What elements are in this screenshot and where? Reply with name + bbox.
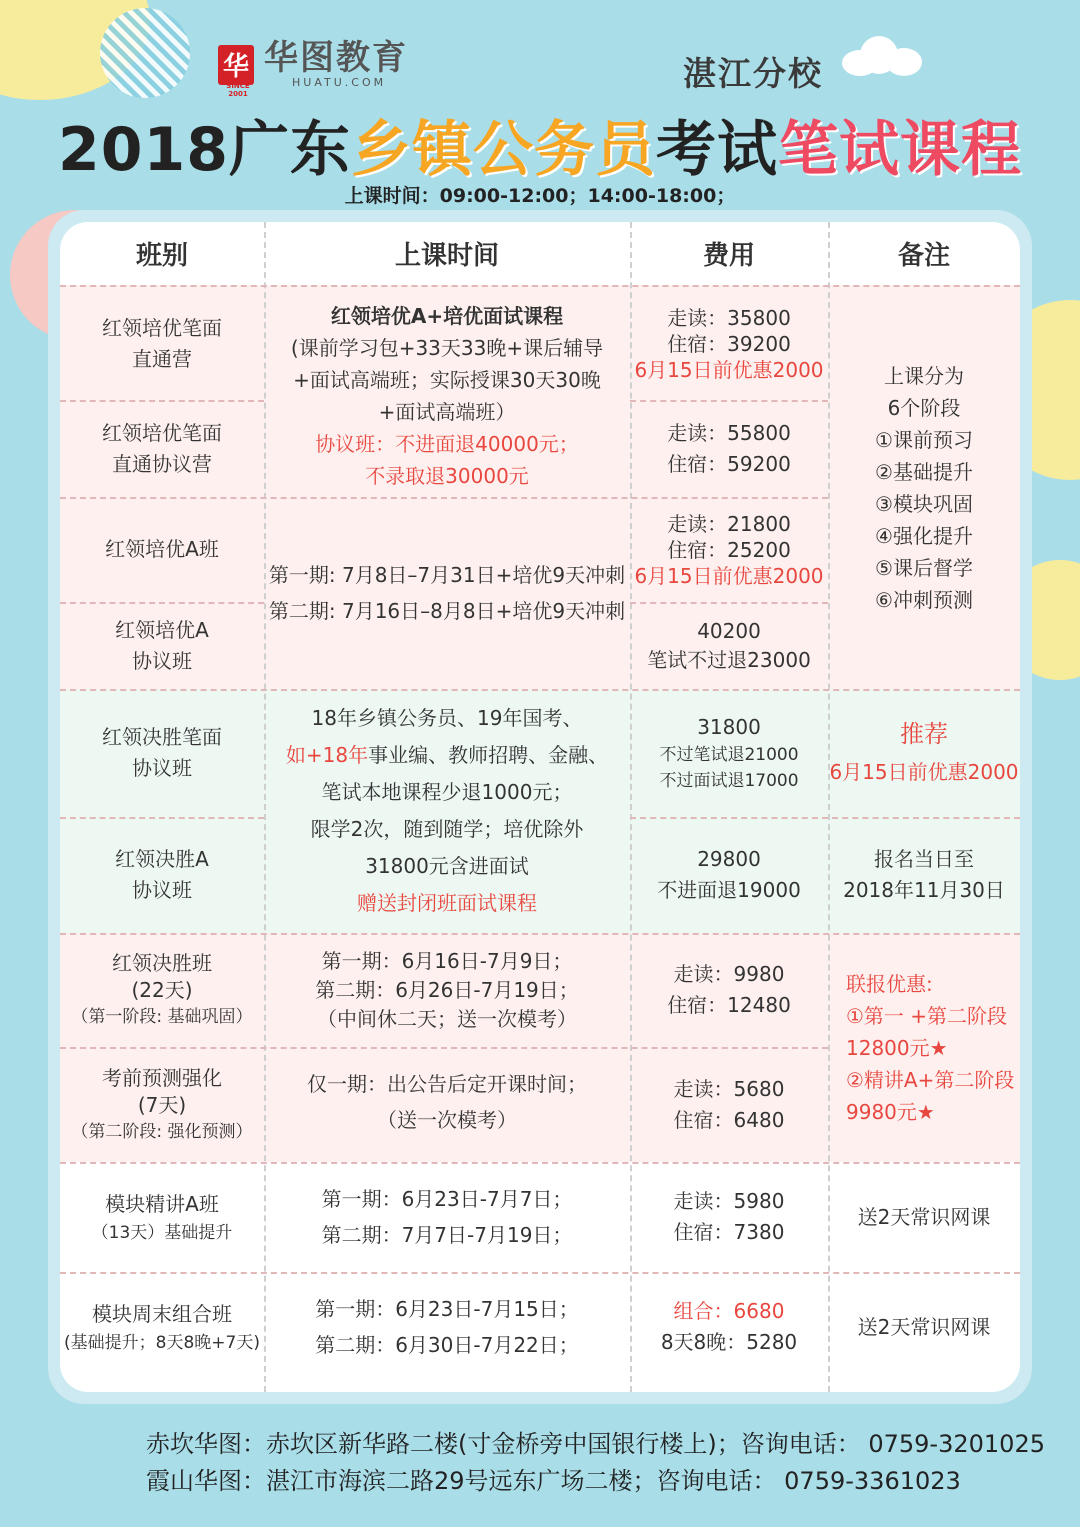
time-cell-group-3: 18年乡镇公务员、19年国考、 如+18年事业编、教师招聘、金融、 笔试本地课程少退1000元； 限学2次，随到随学；培优除外 31800元含进面试 赠送封闭班面试课程 xyxy=(285,706,609,915)
class-cell-7: 红领决胜班 (22天) （第一阶段: 基础巩固） xyxy=(71,951,253,1027)
fee-cell-4: 40200 笔试不过退23000 xyxy=(647,618,811,672)
logo-domain: HUATU.COM xyxy=(292,76,387,89)
notes-cell-6: 报名当日至 2018年11月30日 xyxy=(843,847,1005,902)
time-cell-group-2: 第一期: 7月8日–7月31日+培优9天冲刺 第二期: 7月16日–8月8日+培优9天冲刺 xyxy=(268,563,626,623)
notes-cell-group-1: 上课分为 6个阶段 ①课前预习 ②基础提升 ③模块巩固 ④强化提升 ⑤课后督学 ⑥冲刺预测 xyxy=(875,364,973,612)
fee-cell-9: 走读：5980 住宿：7380 xyxy=(673,1189,785,1244)
class-cell-5: 红领决胜笔面 协议班 xyxy=(102,725,222,780)
notes-cell-10: 送2天常识网课 xyxy=(857,1314,991,1339)
logo-mark: 华 SINCE 2001 xyxy=(218,45,254,85)
class-cell-4: 红领培优A 协议班 xyxy=(115,617,209,673)
cloud-icon xyxy=(842,36,922,76)
logo-name: 华图教育 xyxy=(264,38,408,78)
fee-cell-5: 31800 不过笔试退21000 不过面试退17000 xyxy=(659,714,799,791)
class-cell-3: 红领培优A班 xyxy=(105,537,219,561)
page-title: 2018广东乡镇公务员考试笔试课程 xyxy=(58,115,1022,185)
time-cell-8: 仅一期：出公告后定开课时间； （送一次模考） xyxy=(307,1072,587,1132)
fee-cell-10: 组合：6680 8天8晚：5280 xyxy=(660,1299,798,1354)
decorative-striped-circle xyxy=(100,8,190,98)
time-cell-9: 第一期：6月23日-7月7日； 第二期：7月7日-7月19日； xyxy=(321,1187,573,1247)
header-fee: 费用 xyxy=(702,241,755,271)
logo-since: SINCE 2001 xyxy=(226,81,250,98)
notes-cell-combo: 联报优惠: ①第一 +第二阶段 12800元★ ②精讲A+第二阶段 9980元★ xyxy=(846,971,1015,1124)
fee-cell-3: 走读：21800 住宿：25200 6月15日前优惠2000 xyxy=(634,511,824,588)
class-cell-6: 红领决胜A 协议班 xyxy=(115,847,209,902)
class-cell-1: 红领培优笔面 直通营 xyxy=(102,315,222,371)
branch-name: 湛江分校 xyxy=(683,54,823,93)
header-time: 上课时间 xyxy=(394,241,499,271)
class-cell-2: 红领培优笔面 直通协议营 xyxy=(102,420,222,476)
notes-cell-5: 推荐 6月15日前优惠2000 xyxy=(829,720,1019,784)
class-cell-9: 模块精讲A班 （13天）基础提升 xyxy=(91,1191,233,1243)
footer-address-chikan: 赤坎华图：赤坎区新华路二楼(寸金桥旁中国银行楼上)；咨询电话： 0759-3201025 xyxy=(146,1430,1045,1458)
footer-address-xiashan: 霞山华图：湛江市海滨二路29号远东广场二楼；咨询电话： 0759-3361023 xyxy=(146,1467,961,1495)
fee-cell-1: 走读：35800 住宿：39200 6月15日前优惠2000 xyxy=(634,305,824,382)
notes-cell-9: 送2天常识网课 xyxy=(857,1204,991,1229)
fee-cell-7: 走读：9980 住宿：12480 xyxy=(667,962,791,1017)
fee-cell-8: 走读：5680 住宿：6480 xyxy=(673,1076,785,1132)
fee-cell-6: 29800 不进面退19000 xyxy=(657,847,801,902)
header-class: 班别 xyxy=(135,241,188,271)
time-cell-7: 第一期：6月16日-7月9日； 第二期：6月26日-7月19日； （中间休二天；送一次模考） xyxy=(315,948,579,1031)
schedule-subtitle: 上课时间：09:00-12:00；14:00-18:00； xyxy=(344,185,736,207)
class-cell-8: 考前预测强化 (7天) （第二阶段: 强化预测） xyxy=(71,1065,253,1142)
header-notes: 备注 xyxy=(897,241,950,271)
time-cell-group-1: 红领培优A+培优面试课程 (课前学习包+33天33晚+课后辅导 +面试高端班；实际授课30天30晚 +面试高端班） 协议班：不进面退40000元； 不录取退30000元 xyxy=(290,304,604,488)
time-cell-10: 第一期：6月23日-7月15日； 第二期：6月30日-7月22日； xyxy=(315,1297,579,1357)
class-cell-10: 模块周末组合班 (基础提升；8天8晚+7天) xyxy=(64,1301,260,1353)
huatu-logo xyxy=(218,38,408,98)
fee-cell-2: 走读：55800 住宿：59200 xyxy=(667,420,791,476)
